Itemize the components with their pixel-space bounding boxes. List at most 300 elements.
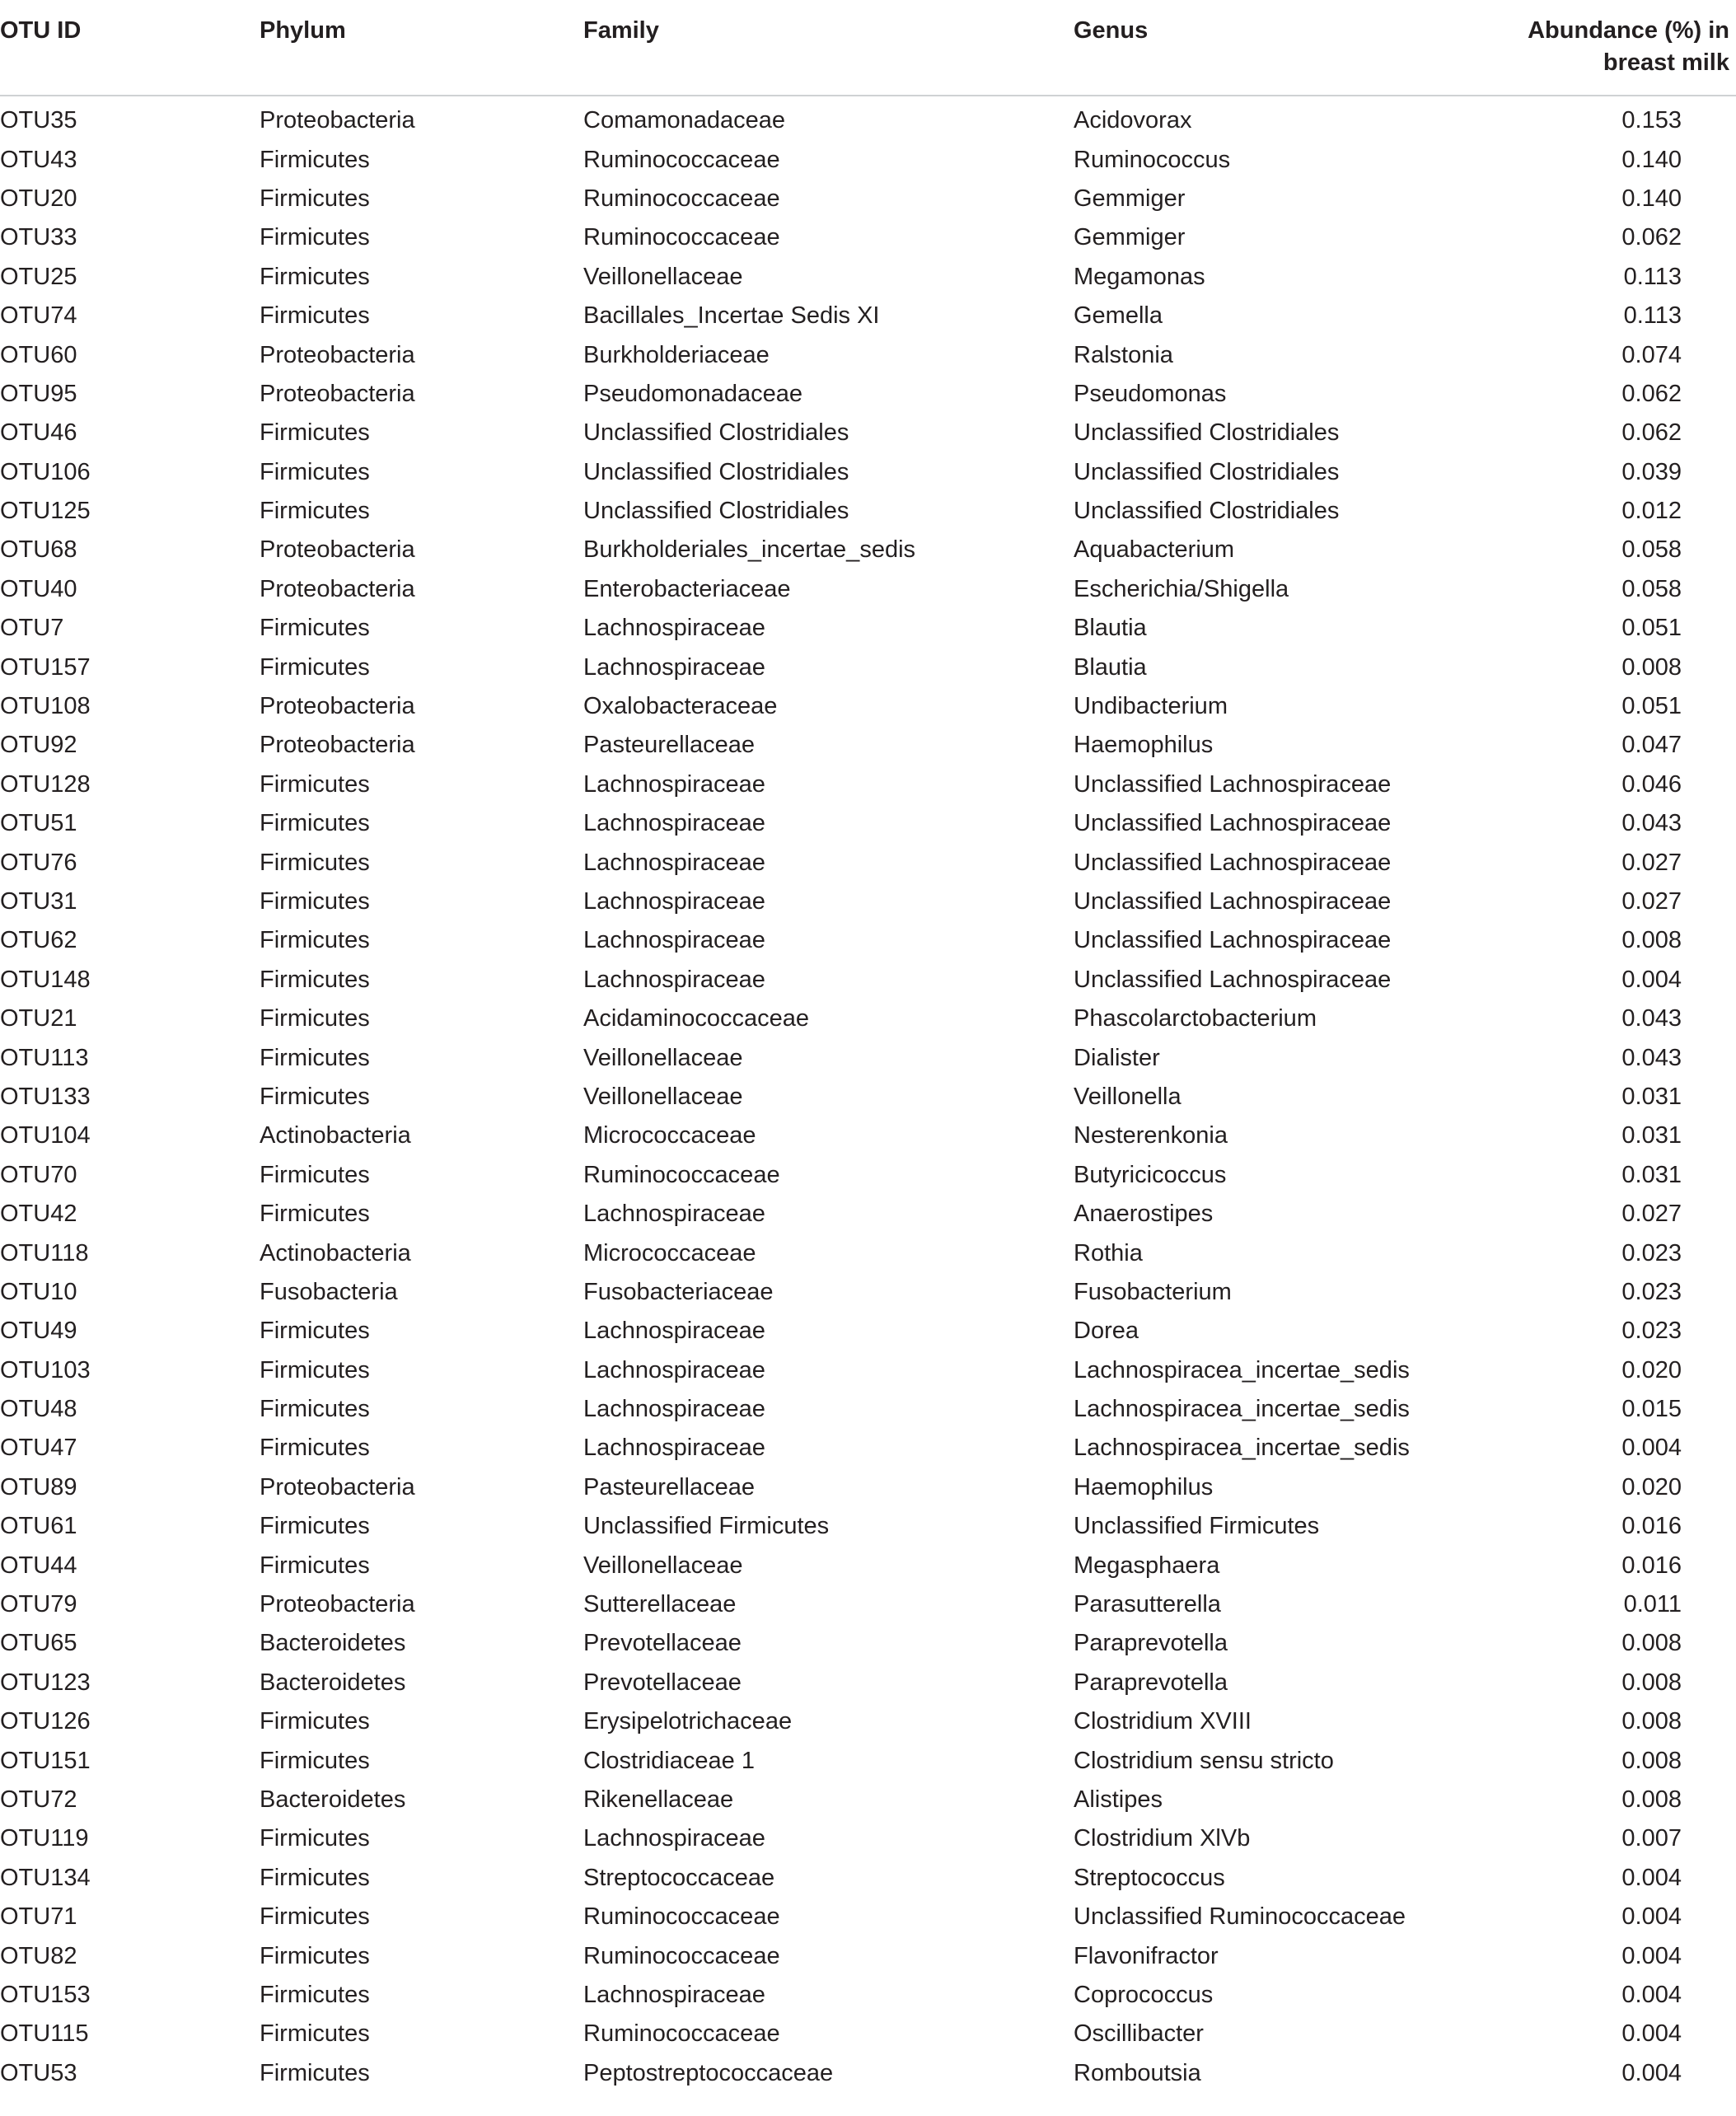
cell-otu-id: OTU133 [0, 1083, 91, 1110]
cell-phylum: Firmicutes [260, 849, 370, 876]
table-row [0, 921, 1736, 960]
cell-otu-id: OTU60 [0, 341, 77, 368]
table-row [0, 96, 1736, 140]
cell-otu-id: OTU74 [0, 302, 77, 330]
cell-phylum: Bacteroidetes [260, 1669, 406, 1696]
cell-abundance: 0.004 [1621, 2020, 1682, 2048]
cell-family: Lachnospiraceae [583, 1435, 765, 1462]
cell-otu-id: OTU61 [0, 1513, 77, 1540]
table-row [0, 1390, 1736, 1429]
cell-family: Oxalobacteraceae [583, 693, 778, 720]
cell-abundance: 0.012 [1621, 498, 1682, 525]
table-row [0, 1312, 1736, 1351]
table-row [0, 2054, 1736, 2093]
table-row [0, 1819, 1736, 1858]
table-row [0, 258, 1736, 297]
table-row [0, 609, 1736, 648]
cell-phylum: Fusobacteria [260, 1278, 398, 1305]
cell-phylum: Firmicutes [260, 966, 370, 993]
cell-abundance: 0.043 [1621, 1044, 1682, 1071]
cell-abundance: 0.031 [1621, 1083, 1682, 1110]
cell-genus: Lachnospiracea_incertae_sedis [1074, 1396, 1410, 1423]
cell-abundance: 0.140 [1621, 185, 1682, 212]
cell-abundance: 0.140 [1621, 146, 1682, 173]
cell-abundance: 0.016 [1621, 1552, 1682, 1579]
cell-otu-id: OTU25 [0, 263, 77, 290]
cell-family: Lachnospiraceae [583, 770, 765, 798]
cell-abundance: 0.043 [1621, 810, 1682, 837]
cell-phylum: Firmicutes [260, 810, 370, 837]
cell-phylum: Proteobacteria [260, 732, 415, 759]
cell-otu-id: OTU44 [0, 1552, 77, 1579]
cell-phylum: Firmicutes [260, 1083, 370, 1110]
cell-otu-id: OTU89 [0, 1473, 77, 1500]
table-row [0, 1624, 1736, 1663]
cell-otu-id: OTU62 [0, 927, 77, 954]
table-row [0, 1234, 1736, 1272]
cell-abundance: 0.004 [1621, 1903, 1682, 1931]
table-row [0, 1976, 1736, 2015]
cell-genus: Unclassified Lachnospiraceae [1074, 927, 1392, 954]
cell-genus: Gemella [1074, 302, 1163, 330]
cell-abundance: 0.020 [1621, 1473, 1682, 1500]
cell-genus: Unclassified Lachnospiraceae [1074, 849, 1392, 876]
cell-family: Clostridiaceae 1 [583, 1747, 755, 1774]
cell-genus: Phascolarctobacterium [1074, 1005, 1317, 1032]
cell-family: Rikenellaceae [583, 1786, 734, 1813]
table-row [0, 1936, 1736, 1975]
table-body [0, 96, 1736, 2093]
cell-otu-id: OTU119 [0, 1825, 89, 1852]
cell-family: Lachnospiraceae [583, 1318, 765, 1345]
cell-abundance: 0.008 [1621, 1630, 1682, 1657]
cell-genus: Unclassified Clostridiales [1074, 498, 1340, 525]
cell-abundance: 0.004 [1621, 1981, 1682, 2008]
cell-genus: Alistipes [1074, 1786, 1163, 1813]
cell-otu-id: OTU47 [0, 1435, 77, 1462]
table-row [0, 531, 1736, 569]
cell-abundance: 0.016 [1621, 1513, 1682, 1540]
cell-genus: Haemophilus [1074, 732, 1214, 759]
table-row [0, 570, 1736, 609]
cell-phylum: Firmicutes [260, 302, 370, 330]
cell-phylum: Firmicutes [260, 185, 370, 212]
cell-family: Ruminococcaceae [583, 1942, 780, 1969]
table-row [0, 1195, 1736, 1234]
cell-phylum: Firmicutes [260, 1552, 370, 1579]
cell-phylum: Proteobacteria [260, 380, 415, 407]
cell-family: Enterobacteriaceae [583, 575, 791, 602]
cell-abundance: 0.008 [1621, 653, 1682, 681]
cell-phylum: Firmicutes [260, 1825, 370, 1852]
cell-family: Pasteurellaceae [583, 732, 755, 759]
cell-otu-id: OTU123 [0, 1669, 91, 1696]
cell-otu-id: OTU42 [0, 1201, 77, 1228]
cell-family: Ruminococcaceae [583, 185, 780, 212]
cell-otu-id: OTU68 [0, 536, 77, 564]
cell-abundance: 0.008 [1621, 1747, 1682, 1774]
cell-family: Unclassified Clostridiales [583, 458, 849, 485]
cell-genus: Paraprevotella [1074, 1669, 1228, 1696]
cell-genus: Pseudomonas [1074, 380, 1227, 407]
cell-phylum: Firmicutes [260, 1201, 370, 1228]
cell-otu-id: OTU106 [0, 458, 91, 485]
cell-family: Lachnospiraceae [583, 966, 765, 993]
table-row [0, 804, 1736, 843]
cell-otu-id: OTU113 [0, 1044, 89, 1071]
cell-abundance: 0.027 [1621, 849, 1682, 876]
cell-otu-id: OTU49 [0, 1318, 77, 1345]
cell-family: Unclassified Clostridiales [583, 419, 849, 447]
cell-family: Lachnospiraceae [583, 653, 765, 681]
cell-abundance: 0.004 [1621, 1942, 1682, 1969]
cell-phylum: Firmicutes [260, 1161, 370, 1188]
cell-otu-id: OTU70 [0, 1161, 77, 1188]
cell-phylum: Firmicutes [260, 2059, 370, 2086]
cell-family: Pseudomonadaceae [583, 380, 803, 407]
table-row [0, 453, 1736, 492]
cell-family: Veillonellaceae [583, 1083, 743, 1110]
cell-genus: Nesterenkonia [1074, 1122, 1228, 1149]
cell-genus: Unclassified Ruminococcaceae [1074, 1903, 1406, 1931]
table-row [0, 414, 1736, 452]
table-row [0, 1156, 1736, 1195]
table-row [0, 1273, 1736, 1312]
cell-genus: Blautia [1074, 615, 1147, 642]
cell-phylum: Firmicutes [260, 888, 370, 915]
table-row [0, 335, 1736, 374]
table-row [0, 843, 1736, 882]
cell-abundance: 0.008 [1621, 1708, 1682, 1735]
cell-abundance: 0.023 [1621, 1239, 1682, 1266]
cell-genus: Streptococcus [1074, 1864, 1225, 1891]
cell-family: Unclassified Firmicutes [583, 1513, 830, 1540]
cell-family: Lachnospiraceae [583, 888, 765, 915]
cell-genus: Unclassified Lachnospiraceae [1074, 810, 1392, 837]
cell-phylum: Firmicutes [260, 653, 370, 681]
cell-family: Lachnospiraceae [583, 1201, 765, 1228]
cell-phylum: Firmicutes [260, 927, 370, 954]
cell-abundance: 0.020 [1621, 1356, 1682, 1383]
cell-genus: Acidovorax [1074, 107, 1192, 134]
cell-otu-id: OTU48 [0, 1396, 77, 1423]
cell-otu-id: OTU7 [0, 615, 64, 642]
cell-abundance: 0.046 [1621, 770, 1682, 798]
cell-genus: Unclassified Lachnospiraceae [1074, 888, 1392, 915]
cell-genus: Coprococcus [1074, 1981, 1214, 2008]
cell-family: Lachnospiraceae [583, 849, 765, 876]
cell-otu-id: OTU103 [0, 1356, 91, 1383]
cell-abundance: 0.039 [1621, 458, 1682, 485]
table-row [0, 648, 1736, 686]
cell-otu-id: OTU125 [0, 498, 91, 525]
cell-otu-id: OTU157 [0, 653, 91, 681]
cell-otu-id: OTU65 [0, 1630, 77, 1657]
cell-family: Ruminococcaceae [583, 224, 780, 251]
cell-otu-id: OTU82 [0, 1942, 77, 1969]
cell-family: Micrococcaceae [583, 1239, 756, 1266]
cell-family: Veillonellaceae [583, 1044, 743, 1071]
cell-family: Acidaminococcaceae [583, 1005, 810, 1032]
cell-genus: Clostridium sensu stricto [1074, 1747, 1334, 1774]
cell-phylum: Firmicutes [260, 263, 370, 290]
cell-genus: Escherichia/Shigella [1074, 575, 1289, 602]
cell-phylum: Firmicutes [260, 1708, 370, 1735]
cell-otu-id: OTU71 [0, 1903, 77, 1931]
cell-genus: Dialister [1074, 1044, 1160, 1071]
cell-otu-id: OTU21 [0, 1005, 77, 1032]
cell-otu-id: OTU20 [0, 185, 77, 212]
cell-otu-id: OTU115 [0, 2020, 89, 2048]
cell-family: Unclassified Clostridiales [583, 498, 849, 525]
cell-abundance: 0.047 [1621, 732, 1682, 759]
header-family: Family [583, 0, 1074, 96]
cell-otu-id: OTU72 [0, 1786, 77, 1813]
header-otu-id: OTU ID [0, 0, 260, 96]
cell-abundance: 0.023 [1621, 1318, 1682, 1345]
cell-phylum: Firmicutes [260, 2020, 370, 2048]
cell-phylum: Proteobacteria [260, 341, 415, 368]
cell-abundance: 0.043 [1621, 1005, 1682, 1032]
cell-abundance: 0.062 [1621, 419, 1682, 447]
table-row [0, 2015, 1736, 2053]
cell-otu-id: OTU79 [0, 1591, 77, 1618]
cell-family: Fusobacteriaceae [583, 1278, 774, 1305]
cell-phylum: Bacteroidetes [260, 1630, 406, 1657]
cell-genus: Haemophilus [1074, 1473, 1214, 1500]
cell-otu-id: OTU43 [0, 146, 77, 173]
cell-family: Micrococcaceae [583, 1122, 756, 1149]
cell-phylum: Bacteroidetes [260, 1786, 406, 1813]
header-abundance: Abundance (%) in breast milk [1518, 0, 1736, 96]
cell-otu-id: OTU92 [0, 732, 77, 759]
cell-family: Ruminococcaceae [583, 1903, 780, 1931]
cell-genus: Clostridium XVIII [1074, 1708, 1252, 1735]
cell-family: Prevotellaceae [583, 1669, 742, 1696]
cell-phylum: Firmicutes [260, 458, 370, 485]
cell-phylum: Firmicutes [260, 1435, 370, 1462]
cell-abundance: 0.015 [1621, 1396, 1682, 1423]
cell-abundance: 0.004 [1621, 1864, 1682, 1891]
cell-family: Ruminococcaceae [583, 1161, 780, 1188]
cell-family: Burkholderiaceae [583, 341, 770, 368]
table-row [0, 1585, 1736, 1624]
cell-genus: Unclassified Lachnospiraceae [1074, 966, 1392, 993]
cell-family: Lachnospiraceae [583, 1825, 765, 1852]
table-row [0, 1038, 1736, 1077]
cell-genus: Romboutsia [1074, 2059, 1201, 2086]
cell-otu-id: OTU33 [0, 224, 77, 251]
cell-phylum: Proteobacteria [260, 693, 415, 720]
cell-abundance: 0.051 [1621, 615, 1682, 642]
cell-otu-id: OTU31 [0, 888, 77, 915]
cell-abundance: 0.113 [1623, 302, 1682, 330]
cell-family: Lachnospiraceae [583, 1356, 765, 1383]
cell-family: Streptococcaceae [583, 1864, 775, 1891]
cell-phylum: Firmicutes [260, 224, 370, 251]
cell-genus: Oscillibacter [1074, 2020, 1204, 2048]
table-row [0, 492, 1736, 531]
cell-otu-id: OTU104 [0, 1122, 91, 1149]
cell-phylum: Firmicutes [260, 1318, 370, 1345]
cell-family: Comamonadaceae [583, 107, 786, 134]
cell-abundance: 0.008 [1621, 927, 1682, 954]
cell-abundance: 0.113 [1623, 263, 1682, 290]
cell-family: Peptostreptococcaceae [583, 2059, 834, 2086]
table-row [0, 1898, 1736, 1936]
cell-family: Veillonellaceae [583, 263, 743, 290]
cell-genus: Anaerostipes [1074, 1201, 1214, 1228]
cell-genus: Paraprevotella [1074, 1630, 1228, 1657]
cell-phylum: Proteobacteria [260, 575, 415, 602]
cell-phylum: Firmicutes [260, 1396, 370, 1423]
cell-otu-id: OTU46 [0, 419, 77, 447]
cell-phylum: Firmicutes [260, 419, 370, 447]
cell-phylum: Firmicutes [260, 498, 370, 525]
cell-abundance: 0.031 [1621, 1122, 1682, 1149]
cell-abundance: 0.008 [1621, 1786, 1682, 1813]
cell-phylum: Firmicutes [260, 1981, 370, 2008]
cell-genus: Clostridium XlVb [1074, 1825, 1251, 1852]
cell-genus: Ralstonia [1074, 341, 1173, 368]
table-row [0, 1078, 1736, 1117]
cell-genus: Gemmiger [1074, 185, 1186, 212]
cell-genus: Unclassified Clostridiales [1074, 419, 1340, 447]
cell-abundance: 0.004 [1621, 1435, 1682, 1462]
cell-genus: Lachnospiracea_incertae_sedis [1074, 1435, 1410, 1462]
cell-genus: Flavonifractor [1074, 1942, 1219, 1969]
table-row [0, 218, 1736, 257]
cell-genus: Gemmiger [1074, 224, 1186, 251]
cell-otu-id: OTU51 [0, 810, 77, 837]
cell-phylum: Proteobacteria [260, 1591, 415, 1618]
cell-otu-id: OTU118 [0, 1239, 89, 1266]
cell-family: Bacillales_Incertae Sedis XI [583, 302, 880, 330]
cell-otu-id: OTU76 [0, 849, 77, 876]
cell-family: Lachnospiraceae [583, 615, 765, 642]
cell-otu-id: OTU35 [0, 107, 77, 134]
cell-otu-id: OTU10 [0, 1278, 77, 1305]
cell-phylum: Actinobacteria [260, 1239, 411, 1266]
cell-otu-id: OTU151 [0, 1747, 91, 1774]
cell-otu-id: OTU53 [0, 2059, 77, 2086]
cell-otu-id: OTU148 [0, 966, 91, 993]
cell-genus: Lachnospiracea_incertae_sedis [1074, 1356, 1410, 1383]
cell-abundance: 0.051 [1621, 693, 1682, 720]
cell-abundance: 0.031 [1621, 1161, 1682, 1188]
cell-otu-id: OTU153 [0, 1981, 91, 2008]
cell-genus: Parasutterella [1074, 1591, 1221, 1618]
cell-genus: Unclassified Clostridiales [1074, 458, 1340, 485]
cell-family: Lachnospiraceae [583, 927, 765, 954]
cell-genus: Aquabacterium [1074, 536, 1235, 564]
header-phylum: Phylum [260, 0, 583, 96]
cell-family: Pasteurellaceae [583, 1473, 755, 1500]
cell-abundance: 0.008 [1621, 1669, 1682, 1696]
table-row [0, 1351, 1736, 1390]
cell-abundance: 0.074 [1621, 341, 1682, 368]
cell-phylum: Proteobacteria [260, 107, 415, 134]
table-row [0, 1781, 1736, 1819]
cell-genus: Fusobacterium [1074, 1278, 1232, 1305]
table-row [0, 1741, 1736, 1780]
table-row [0, 297, 1736, 335]
header-row [0, 0, 1736, 96]
cell-abundance: 0.027 [1621, 1201, 1682, 1228]
cell-abundance: 0.027 [1621, 888, 1682, 915]
table-row [0, 687, 1736, 726]
cell-family: Lachnospiraceae [583, 1981, 765, 2008]
table-row [0, 765, 1736, 804]
table-row [0, 882, 1736, 921]
cell-genus: Veillonella [1074, 1083, 1182, 1110]
table-row [0, 1546, 1736, 1585]
cell-abundance: 0.058 [1621, 575, 1682, 602]
cell-genus: Rothia [1074, 1239, 1143, 1266]
cell-genus: Undibacterium [1074, 693, 1228, 720]
cell-abundance: 0.011 [1623, 1591, 1682, 1618]
cell-abundance: 0.062 [1621, 380, 1682, 407]
table-row [0, 180, 1736, 218]
cell-phylum: Firmicutes [260, 1747, 370, 1774]
cell-otu-id: OTU126 [0, 1708, 91, 1735]
cell-otu-id: OTU40 [0, 575, 77, 602]
table-row [0, 140, 1736, 179]
cell-family: Ruminococcaceae [583, 146, 780, 173]
cell-phylum: Firmicutes [260, 1903, 370, 1931]
cell-family: Lachnospiraceae [583, 810, 765, 837]
cell-otu-id: OTU134 [0, 1864, 91, 1891]
table-row [0, 1117, 1736, 1155]
table-row [0, 1702, 1736, 1741]
cell-phylum: Firmicutes [260, 770, 370, 798]
cell-genus: Dorea [1074, 1318, 1139, 1345]
cell-abundance: 0.007 [1621, 1825, 1682, 1852]
cell-phylum: Firmicutes [260, 1942, 370, 1969]
cell-family: Veillonellaceae [583, 1552, 743, 1579]
cell-genus: Megamonas [1074, 263, 1205, 290]
cell-family: Burkholderiales_incertae_sedis [583, 536, 916, 564]
cell-phylum: Firmicutes [260, 1044, 370, 1071]
table-row [0, 375, 1736, 414]
table-row [0, 1429, 1736, 1468]
cell-phylum: Firmicutes [260, 615, 370, 642]
cell-phylum: Actinobacteria [260, 1122, 411, 1149]
cell-genus: Butyricicoccus [1074, 1161, 1227, 1188]
cell-otu-id: OTU108 [0, 693, 91, 720]
cell-abundance: 0.058 [1621, 536, 1682, 564]
cell-phylum: Firmicutes [260, 1356, 370, 1383]
cell-family: Prevotellaceae [583, 1630, 742, 1657]
cell-abundance: 0.004 [1621, 966, 1682, 993]
cell-genus: Unclassified Lachnospiraceae [1074, 770, 1392, 798]
cell-abundance: 0.023 [1621, 1278, 1682, 1305]
cell-family: Ruminococcaceae [583, 2020, 780, 2048]
cell-genus: Ruminococcus [1074, 146, 1231, 173]
cell-phylum: Firmicutes [260, 146, 370, 173]
cell-genus: Blautia [1074, 653, 1147, 681]
table-row [0, 726, 1736, 765]
table-row [0, 1468, 1736, 1507]
cell-phylum: Proteobacteria [260, 1473, 415, 1500]
cell-abundance: 0.004 [1621, 2059, 1682, 2086]
cell-genus: Unclassified Firmicutes [1074, 1513, 1320, 1540]
cell-genus: Megasphaera [1074, 1552, 1220, 1579]
table-row [0, 1664, 1736, 1702]
cell-phylum: Firmicutes [260, 1005, 370, 1032]
cell-phylum: Proteobacteria [260, 536, 415, 564]
cell-family: Erysipelotrichaceae [583, 1708, 793, 1735]
